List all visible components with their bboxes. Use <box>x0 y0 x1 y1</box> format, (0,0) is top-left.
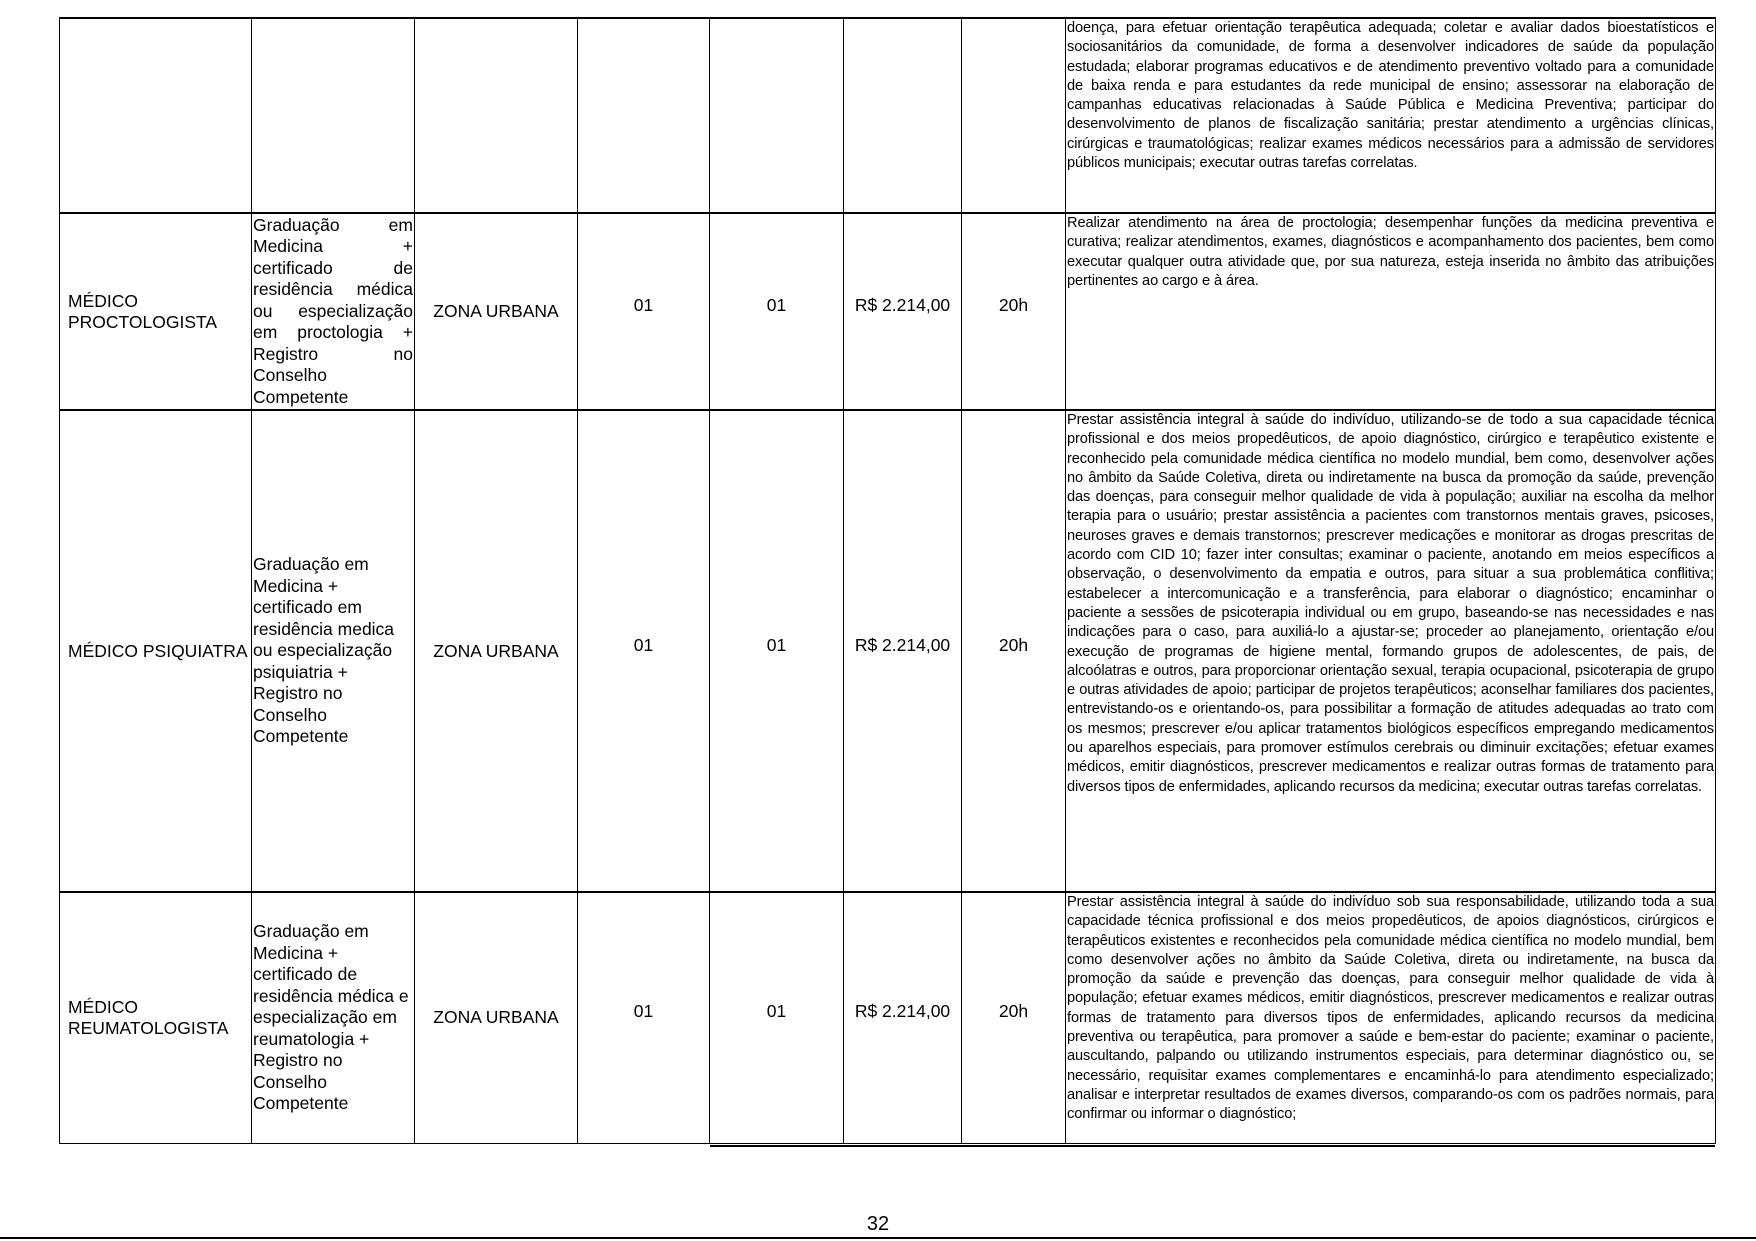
atribuicoes-cell: Realizar atendimento na área de proctologia; desempenhar funções da medicina preventiva e curativa; realizar atendimentos, exames, diagnósticos e acompanhamento dos pacientes, bem como executar qualquer outra atividade que, por sua natureza, esteja inserida no âmbito das atribuições pertinentes ao cargo e à área. <box>1066 213 1716 410</box>
salario-cell <box>844 18 962 213</box>
vagas-cell <box>578 213 710 410</box>
table-row <box>60 213 1716 410</box>
table-row <box>60 410 1716 892</box>
carga-horaria-text: 20h <box>998 295 1029 315</box>
vagas-total-cell <box>710 213 844 410</box>
vagas-total-cell <box>710 892 844 1143</box>
requisitos-cell: Graduação em Medicina + certificado de residência médica ou especialização em proctologia + Registro no Conselho Competente <box>252 213 415 410</box>
job-positions-table <box>59 17 1716 1144</box>
vagas-total-text: 01 <box>766 634 787 655</box>
carga-horaria-cell <box>962 18 1066 213</box>
vagas-text: 01 <box>633 1001 654 1022</box>
zona-cell <box>415 213 578 410</box>
vagas-total-cell <box>710 410 844 892</box>
atribuicoes-cell: doença, para efetuar orientação terapêutica adequada; coletar e avaliar dados bioestatísticos e sociosanitários da comunidade, de forma a desenvolver indicadores de saúde da população estudada; elaborar programas educativos e de atendimento preventivo voltado para a comunidade de baixa renda e para estudantes da rede municipal de ensino; assessorar na elaboração de campanhas educativas relacionadas à Saúde Pública e Medicina Preventiva; participar do desenvolvimento de planos de fiscalização sanitária; prestar atendimento a urgências clínicas, cirúrgicas e traumatológicas; realizar exames médicos necessários para a admissão de servidores públicos municipais; executar outras tarefas correlatas. <box>1066 18 1716 213</box>
vagas-total-text: 01 <box>766 295 787 315</box>
vagas-text: 01 <box>633 295 654 315</box>
footer-rule <box>0 1237 1756 1239</box>
cargo-cell <box>60 18 252 213</box>
cargo-cell: MÉDICO PROCTOLOGISTA <box>60 213 252 410</box>
zona-cell: ZONA URBANA <box>415 892 578 1143</box>
table-row <box>60 18 1716 213</box>
requisitos-cell: Graduação em Medicina + certificado em residência medica ou especialização psiquiatria + Registro no Conselho Competente <box>252 410 415 892</box>
vagas-total-cell <box>710 18 844 213</box>
zona-text: ZONA URBANA <box>433 301 559 321</box>
zona-cell <box>415 18 578 213</box>
atribuicoes-cell: Prestar assistência integral à saúde do indivíduo, utilizando-se de todo a sua capacidade técnica profissional e dos meios propedêuticos, de apoio diagnóstico, cirúrgico e terapêutico existente e reconhecido pela comunidade médica científica no modelo mundial, bem como, desenvolver ações no âmbito da Saúde Coletiva, direta ou indiretamente na busca da promoção da saúde, prevenção das doenças, para conseguir melhor qualidade de vida à população; auxiliar na escolha da melhor terapia para o usuário; prestar assistência a pacientes com transtornos mentais graves, psicoses, neuroses graves e demais transtornos; prescrever medicações e monitorar as drogas prescritas de acordo com CID 10; fazer inter consultas; examinar o paciente, anotando em meios específicos a observação, o desenvolvimento da empatia e outros, para situar a sua problemática conflitiva; estabelecer a intercomunicação e a transferência, para elaborar o diagnóstico; encaminhar o paciente a sessões de psicoterapia individual ou em grupo, baseando-se nas necessidades e nas indicações para o caso, para auxiliá-lo a ajustar-se; proceder ao planejamento, orientação e/ou execução de programas de higiene mental, formando grupos de adolescentes, de pais, de alcoólatras e outros, para proporcionar orientação sexual, terapia ocupacional, psicoterapia de grupo e outras atividades de apoio; participar de projetos terapêuticos; aconselhar familiares dos pacientes, entrevistando-os e orientando-os, para possibilitar a formação de atitudes adequadas ao trato com os mesmos; prescrever e/ou aplicar tratamentos biológicos específicos empregando medicamentos ou aparelhos especiais, para promover estímulos cerebrais ou diminuir excitações; efetuar exames médicos, emitir diagnósticos, prescrever medicamentos e realizar outras formas de tratamento para diversos tipos de enfermidades, aplicando recursos da medicina; executar outras tarefas correlatas. <box>1066 410 1716 892</box>
salario-text: R$ 2.214,00 <box>854 634 951 655</box>
cargo-cell: MÉDICO PSIQUIATRA <box>60 410 252 892</box>
carga-horaria-cell <box>962 410 1066 892</box>
vagas-cell <box>578 892 710 1143</box>
requisitos-cell <box>252 18 415 213</box>
table-row <box>60 892 1716 1143</box>
carga-horaria-text: 20h <box>998 634 1029 655</box>
carga-horaria-text: 20h <box>998 1001 1029 1022</box>
carga-horaria-cell <box>962 892 1066 1143</box>
zona-cell: ZONA URBANA <box>415 410 578 892</box>
salario-text: R$ 2.214,00 <box>854 295 951 315</box>
salario-cell <box>844 410 962 892</box>
salario-cell <box>844 892 962 1143</box>
table-bottom-rule <box>710 1145 1715 1147</box>
carga-horaria-cell <box>962 213 1066 410</box>
requisitos-cell: Graduação em Medicina + certificado de residência médica e especialização em reumatologia + Registro no Conselho Competente <box>252 892 415 1143</box>
vagas-total-text: 01 <box>766 1001 787 1022</box>
cargo-cell: MÉDICO REUMATOLOGISTA <box>60 892 252 1143</box>
salario-text: R$ 2.214,00 <box>854 1001 951 1022</box>
atribuicoes-cell: Prestar assistência integral à saúde do indivíduo sob sua responsabilidade, utilizando toda a sua capacidade técnica profissional e dos meios propedêuticos, de apoios diagnósticos, cirúrgicos e terapêuticos existentes e reconhecidos pela comunidade médica científica no modelo mundial, bem como desenvolver ações no âmbito da Saúde Coletiva, direta ou indiretamente, na busca da promoção da saúde e prevenção das doenças, para conseguir melhor qualidade de vida à população; efetuar exames médicos, emitir diagnósticos, prescrever medicamentos e realizar outras formas de tratamento para diversos tipos de enfermidades, aplicando recursos da medicina preventiva ou terapêutica, para promover a saúde e bem-estar do paciente; examinar o paciente, auscultando, palpando ou utilizando instrumentos especiais, para determinar diagnóstico ou, se necessário, requisitar exames complementares e encaminhá-lo para atendimento especializado; analisar e interpretar resultados de exames diversos, comparando-os com os padrões normais, para confirmar ou informar o diagnóstico; <box>1066 892 1716 1143</box>
vagas-cell <box>578 18 710 213</box>
page-number: 32 <box>866 1213 890 1235</box>
vagas-text: 01 <box>633 634 654 655</box>
salario-cell <box>844 213 962 410</box>
vagas-cell <box>578 410 710 892</box>
